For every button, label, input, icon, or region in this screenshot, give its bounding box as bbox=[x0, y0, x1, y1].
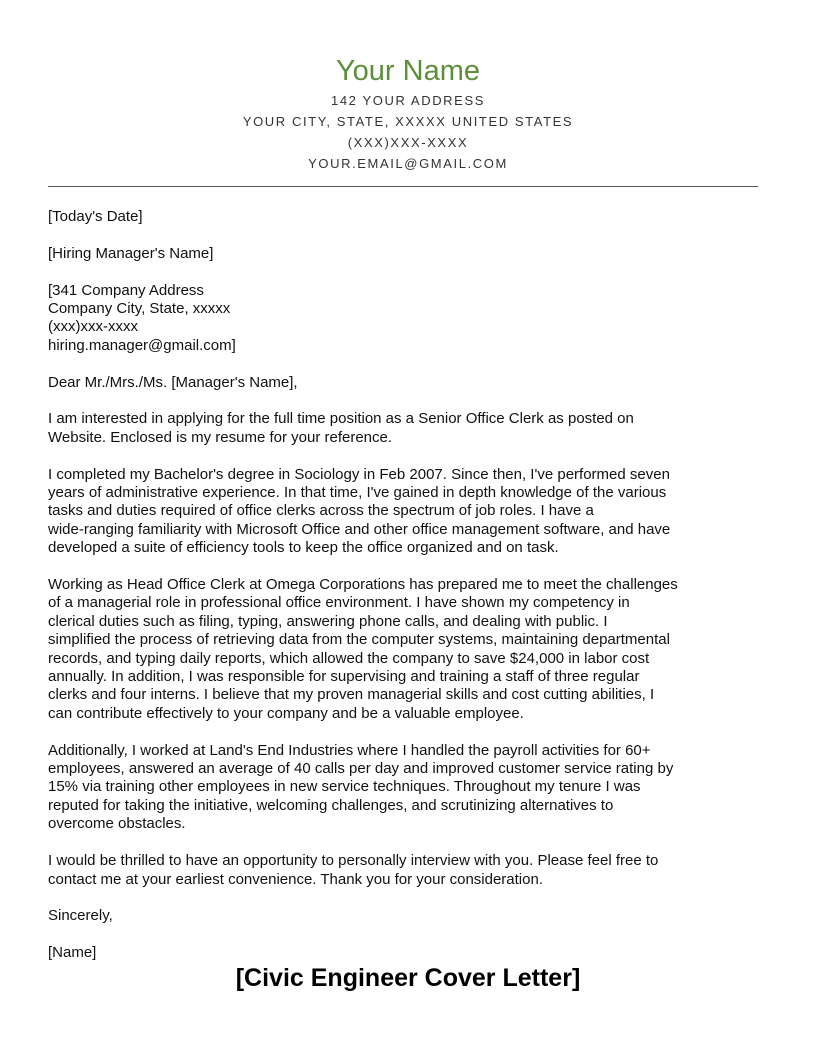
paragraph-line: reputed for taking the initiative, welcoming challenges, and scrutinizing alternatives to bbox=[48, 796, 614, 814]
salutation-block bbox=[48, 374, 778, 392]
paragraph-line: annually. In addition, I was responsible for supervising and training a staff of three regular bbox=[48, 668, 640, 686]
paragraph-line: I would be thrilled to have an opportunity to personally interview with you. Please feel free to bbox=[48, 852, 659, 870]
paragraph-line: overcome obstacles. bbox=[48, 815, 186, 833]
recipient-address-block bbox=[48, 282, 778, 356]
paragraph-line: Working as Head Office Clerk at Omega Corporations has prepared me to meet the challenges bbox=[48, 576, 678, 594]
paragraph-line: records, and typing daily reports, which allowed the company to save $24,000 in labor cost bbox=[48, 649, 650, 667]
document-caption: [Civic Engineer Cover Letter] bbox=[235, 964, 581, 992]
paragraph-line: employees, answered an average of 40 calls per day and improved customer service rating by bbox=[48, 760, 674, 778]
paragraph-lands-end bbox=[48, 742, 778, 834]
paragraph-line: Website. Enclosed is my resume for your reference. bbox=[48, 428, 393, 446]
paragraph-education bbox=[48, 466, 778, 558]
closing-block bbox=[48, 907, 778, 925]
paragraph-line: can contribute effectively to your company and be a valuable employee. bbox=[48, 704, 524, 722]
recipient-line: [341 Company Address bbox=[48, 281, 204, 299]
hiring-manager-name: [Hiring Manager's Name] bbox=[48, 244, 214, 262]
paragraph-line: contact me at your earliest convenience. Thank you for your consideration. bbox=[48, 870, 543, 888]
paragraph-omega bbox=[48, 576, 778, 723]
recipient-line: Company City, State, xxxxx bbox=[48, 300, 231, 317]
paragraph-line: years of administrative experience. In that time, I've gained in depth knowledge of the various bbox=[48, 484, 667, 502]
paragraph-line: of a managerial role in professional office environment. I have shown my competency in bbox=[48, 594, 630, 612]
paragraph-line: tasks and duties required of office clerks across the spectrum of job roles. I have a bbox=[48, 502, 594, 520]
sender-name: Your Name bbox=[335, 55, 480, 87]
manager-name-block bbox=[48, 245, 778, 263]
paragraph-line: 15% via training other employees in new service techniques. Throughout my tenure I was bbox=[48, 778, 641, 796]
letter-body bbox=[48, 208, 778, 981]
sender-city: YOUR CITY, STATE, XXXXX UNITED STATES bbox=[242, 114, 574, 129]
sender-email: YOUR.EMAIL@GMAIL.COM bbox=[308, 156, 508, 171]
paragraph-line: clerical duties such as filing, typing, answering phone calls, and dealing with public. I bbox=[48, 612, 608, 630]
salutation: Dear Mr./Mrs./Ms. [Manager's Name], bbox=[48, 373, 298, 391]
paragraph-closing bbox=[48, 852, 778, 889]
date-block bbox=[48, 208, 778, 226]
paragraph-line: I am interested in applying for the full time position as a Senior Office Clerk as posted on bbox=[48, 410, 634, 428]
paragraph-intro bbox=[48, 410, 778, 447]
signature-block bbox=[48, 944, 778, 962]
sender-phone: (XXX)XXX-XXXX bbox=[347, 135, 469, 150]
paragraph-line: clerks and four interns. I believe that my proven managerial skills and cost cutting abilities, I bbox=[48, 686, 655, 704]
recipient-line: (xxx)xxx-xxxx bbox=[48, 318, 138, 336]
paragraph-line: simplified the process of retrieving data from the computer systems, maintaining departmental bbox=[48, 631, 670, 649]
paragraph-line: developed a suite of efficiency tools to keep the office organized and on task. bbox=[48, 539, 559, 557]
closing: Sincerely, bbox=[48, 907, 113, 925]
letter-date: [Today's Date] bbox=[48, 208, 143, 225]
header-divider bbox=[48, 186, 758, 187]
recipient-line: hiring.manager@gmail.com] bbox=[48, 336, 236, 354]
sender-address: 142 YOUR ADDRESS bbox=[331, 93, 485, 108]
signature-name: [Name] bbox=[48, 944, 97, 962]
paragraph-line: Additionally, I worked at Land's End Industries where I handled the payroll activities for 60+ bbox=[48, 741, 651, 759]
letterhead bbox=[0, 52, 816, 174]
paragraph-line: wide-ranging familiarity with Microsoft Office and other office management software, and have bbox=[48, 520, 671, 538]
paragraph-line: I completed my Bachelor's degree in Sociology in Feb 2007. Since then, I've performed seven bbox=[48, 465, 670, 483]
